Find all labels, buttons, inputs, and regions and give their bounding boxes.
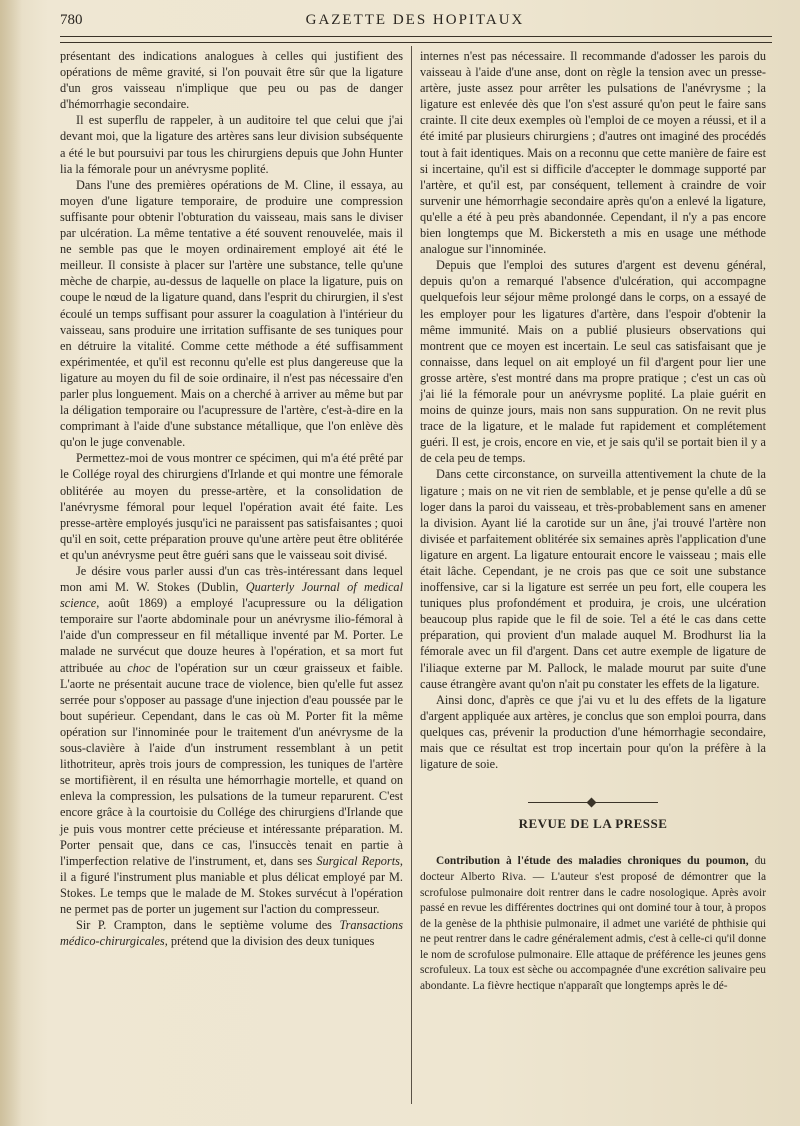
press-review xyxy=(420,854,766,994)
page-header xyxy=(60,12,770,34)
left-column xyxy=(60,48,403,1116)
paragraph: Il est superflu de rappeler, à un auditoire tel que celui que j'ai devant moi, que la ligature des artères sans leur division subséquente a été le but poursuivi par tous les chirurgiens depuis que John Hunter lia la fémorale pour un anévrysme poplité. xyxy=(60,113,403,176)
right-column-body xyxy=(420,48,766,772)
article-text: du docteur Alberto Riva. — L'auteur s'est proposé de démontrer que la scrofulose pulmonaire doit rentrer dans le cadre nosologique. Après avoir passé en revue les différentes doctrines qui ont dominé tour à tour, à propos de la genèse de la phthisie pulmonaire, il admet une variété de phthisie qui ne peut rentrer dans le cadre généralement admis, c'est à celle-ci qu'il donne le nom de scrofulose pulmonaire. Elle attaque de préférence les jeunes gens scrofuleux. La toux est sèche ou accompagnée d'une excrétion salivaire peu abondante. La fièvre hectique n'apparaît que longtemps après le dé- xyxy=(420,855,766,993)
page-number: 780 xyxy=(60,12,83,28)
paragraph: présentant des indications analogues à celles qui justifient des opérations de même gravité, si l'on pouvait être sûr que la ligature d'un gros vaisseau n'implique que peu ou pas de danger d'hémorrhagie secondaire. xyxy=(60,49,403,112)
press-review-paragraph xyxy=(420,854,766,994)
column-separator xyxy=(411,46,412,1104)
paragraph: Je désire vous parler aussi d'un cas très-intéressant dans lequel mon ami M. W. Stokes (Dublin, Quarterly Journal of medical science, août 1869) a employé l'acupressure ou la déligation temporaire sur l'aorte abdominale pour un anévrysme ilio-fémoral à l'aide d'un compresseur en fil métallique inventé par M. Porter. Le malade ne survécut que douze heures à l'opération, et sa mort fut attribuée au choc de l'opération sur un cœur graisseux et faible. L'aorte ne présentait aucune trace de violence, bien qu'elle fut assez serrée pour s'opposer au passage d'une injection d'eau poussée par le bout supérieur. Cependant, dans le cas où M. Porter fit la même opération sur l'innominée pour le traitement d'un anévrysme de la sous-clavière à l'aide d'un instrument ressemblant à un petit lithotriteur, après trois jours de compression, les tuniques de l'artère se mortifièrent, il en résulta une hémorrhagie mortelle, et quand on enleva la compression, les pulsations de la tumeur reparurent. C'est encore grâce à la courtoisie du Collége des chirurgiens d'Irlande que je puis vous montrer cette précieuse et intéressante préparation. M. Porter pensait que, dans ce cas, l'insuccès tenait en partie à l'imperfection relative de l'instrument, et, dans ses Surgical Reports, il a figuré l'instrument plus maniable et plus délicat employé par M. Stokes. Le temps que le malade de M. Stokes survécut à l'opération ne permet pas de porter un jugement sur l'action du compresseur. xyxy=(60,564,403,916)
page-edge-shadow xyxy=(0,0,22,1126)
paragraph: Dans cette circonstance, on surveilla attentivement la chute de la ligature ; mais on ne vit rien de semblable, et je pense qu'elle a dû se loger dans la paroi du vaisseau, et très-probablement sans en amener la division. Ayant lié la carotide sur un âne, j'ai trouvé l'artère non divisée et parfaitement oblitérée six semaines après l'application d'une ligature en argent. La ligature entourait encore le vaisseau ; mais elle était lâche. Cependant, je ne crois pas que ce soit une substance inoffensive, car si la ligature est serrée un peu fort, elle coupera les tuniques plus profondément et produira, je crois, une ulcération beaucoup plus rapide que le fil de soie. Tel a été le cas dans cette préparation, qui provient d'un malade auquel M. Brodhurst lia la fémorale avec un fil d'argent. Dans cet autre exemple de ligature de l'iliaque externe par M. Pallock, le malade mourut par suite d'une cause étrangère avant qu'on n'ait pu constater les effets de la ligature. xyxy=(420,467,766,691)
article-title: Contribution à l'étude des maladies chroniques du poumon, xyxy=(436,855,749,868)
paragraph: Depuis que l'emploi des sutures d'argent est devenu général, depuis qu'on a remarqué l'absence d'ulcération, qui accompagne quelquefois leur séjour même prolongé dans le corps, on a essayé de les employer pour les ligatures d'artère, dans l'espoir d'obtenir la même immunité. Mais on a publié plusieurs observations qui montrent que ce moyen est incertain. Le seul cas satisfaisant que je connaisse, dans lequel on ait employé un fil d'argent pour lier une grosse artère, s'est montré dans ma propre pratique ; c'est un cas où j'ai lié la fémorale pour un anévrysme poplité. La plaie guérit en moins de quinze jours, mais non sans suppuration. On ne revit plus trace de la ligature, et le malade fut rapidement et complétement guéri. Il est, je crois, encore en vie, et je sais qu'il se portait bien il y a de cela peu de temps. xyxy=(420,258,766,466)
journal-title: GAZETTE DES HOPITAUX xyxy=(305,12,525,28)
header-rule xyxy=(60,36,772,43)
section-heading: REVUE DE LA PRESSE xyxy=(518,816,668,832)
paragraph: Dans l'une des premières opérations de M. Cline, il essaya, au moyen d'une ligature temporaire, de produire une compression suffisante pour obtenir l'obturation du vaisseau, mais sans le diviser par ulcération. La même tentative a été souvent renouvelée, mais il ne semble pas que le moyen ordinairement employé ait été le meilleur. Il consiste à placer sur l'artère une substance, telle qu'une mèche de charpie, au-dessus de laquelle on place la ligature, puis on coupe le nœud de la ligature quand, dans l'esprit du chirurgien, il s'est écoulé un temps suffisant pour assurer la coagulation à l'intérieur du vaisseau, sans produire une irritation suffisante de ses tuniques pour en détruire la vitalité. Comme cette méthode a été suffisamment expérimentée, et qu'il est reconnu qu'elle est plus dangereuse que la ligature au moyen du fil de soie ordinaire, il n'est pas nécessaire d'en parler plus longuement. Mais on a cherché à arriver au même but par la déligation temporaire ou l'acupressure de l'artère, c'est-à-dire en la comprimant à l'aide d'une substance métallique, que l'on enlève dès qu'on le juge convenable. xyxy=(60,177,403,450)
paragraph: Ainsi donc, d'après ce que j'ai vu et lu des effets de la ligature d'argent appliquée aux artères, je conclus que son emploi pourra, dans quelques cas, prévenir la production d'une hémorrhagie secondaire, mais que ce résultat est trop incertain pour qu'on la préfère à la ligature de soie. xyxy=(420,692,766,772)
right-column xyxy=(420,48,766,1116)
section-ornament xyxy=(528,798,658,806)
paragraph: Sir P. Crampton, dans le septième volume des Transactions médico-chirurgicales, prétend que la division des deux tuniques xyxy=(60,918,403,949)
paragraph: internes n'est pas nécessaire. Il recommande d'adosser les parois du vaisseau à l'aide d'une anse, dont on règle la tension avec un presse-artère, juste assez pour arrêter les pulsations de l'anévrysme ; la ligature est enlevée dès que l'on s'est assuré qu'on peut le faire sans crainte. Il cite deux exemples où l'emploi de ce moyen a réussi, et il a été imité par plusieurs chirurgiens ; d'autres ont imaginé des procédés tout à fait identiques. Mais on a reconnu que cette manière de faire est si incertaine, qu'il est si difficile d'accepter le dommage supporté par l'artère, et qu'il est, par conséquent, tellement à craindre de voir survenir une hémorrhagie secondaire après qu'on a enlevé la ligature, qu'elle a été à peu près abandonnée. Cependant, il n'y a pas encore bien longtemps que M. Bickersteth a mis en usage une méthode analogue sur l'innominée. xyxy=(420,49,766,257)
paragraph: Permettez-moi de vous montrer ce spécimen, qui m'a été prêté par le Collége royal des chirurgiens d'Irlande et qui montre une fémorale oblitérée au moyen du presse-artère, et la consolidation de l'anévrysme fémoral pour lequel l'opération avait été faite. Les presse-artère employés jusqu'ici ne paraissent pas satisfaisantes ; quoi qu'il en soit, cette préparation prouve qu'une artère peut être oblitérée et qu'un anévrysme peut être guéri sans que le vaisseau soit divisé. xyxy=(60,451,404,562)
